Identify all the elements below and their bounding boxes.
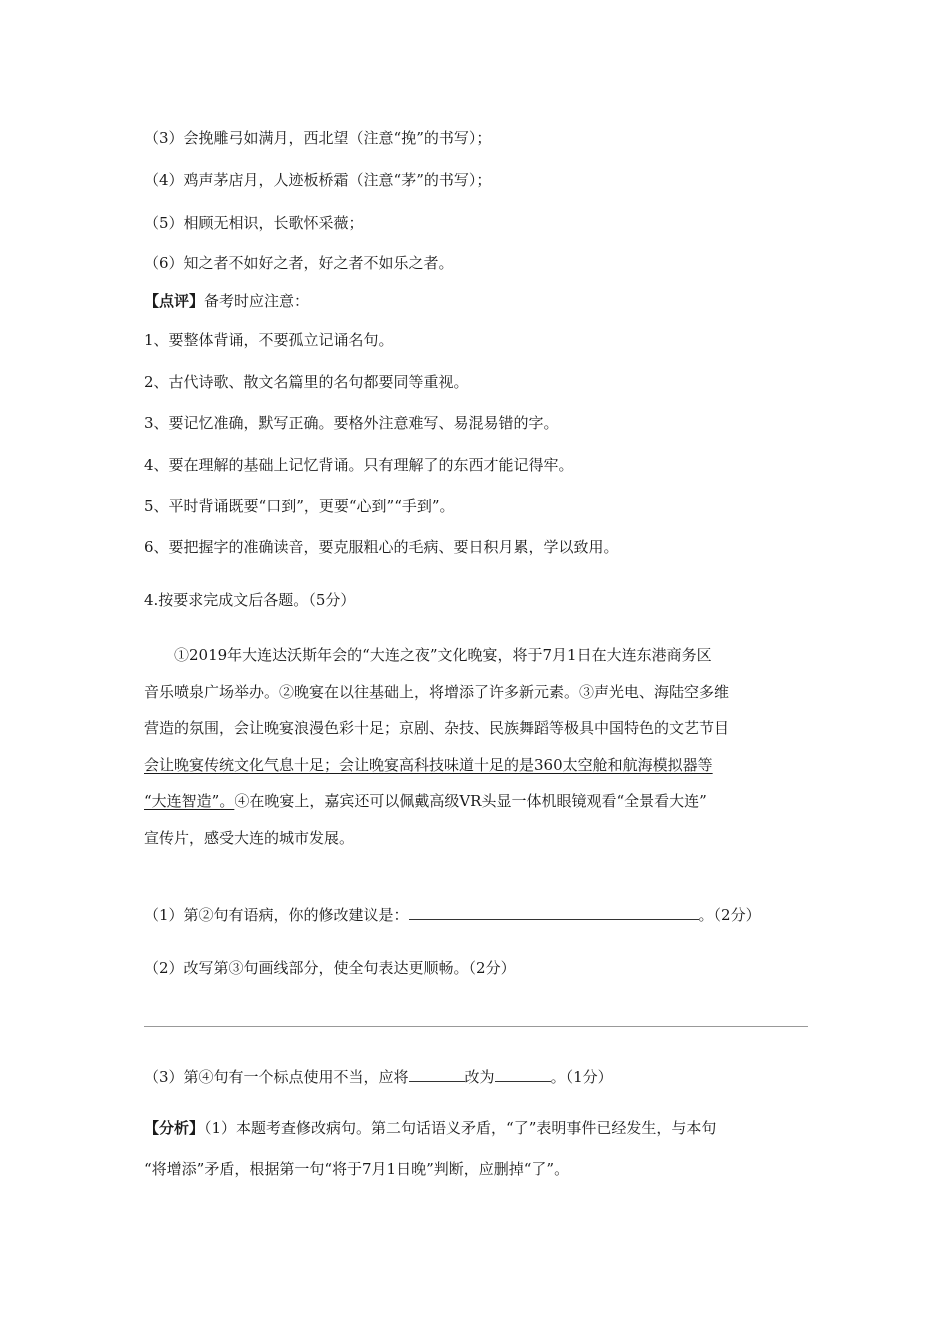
passage-line-2: 音乐喷泉广场举办。②晚宴在以往基础上，将增添了许多新元素。③声光电、海陆空多维 [144, 682, 730, 701]
sub-question-3 [144, 1065, 613, 1087]
passage-line-5-rest: ④在晚宴上，嘉宾还可以佩戴高级VR头显一体机眼镜观看“全景看大连” [234, 792, 707, 810]
answer-line-5: （5）相顾无相识，长歌怀采薇； [144, 214, 364, 232]
answer-line-4: （4）鸡声茅店月，人迹板桥霜（注意“茅”的书写）； [144, 171, 492, 189]
answer-blank-3[interactable] [495, 1065, 551, 1082]
comment-text: 备考时应注意： [204, 292, 310, 310]
sub-question-3-part-a: （3）第④句有一个标点使用不当，应将 [144, 1068, 409, 1086]
analysis-line-1 [144, 1118, 716, 1138]
sub-question-1-prefix: （1）第②句有语病，你的修改建议是： [144, 906, 409, 924]
answer-blank-2[interactable] [409, 1065, 465, 1082]
sub-question-1 [144, 903, 761, 925]
question-title: 4.按要求完成文后各题。（5分） [144, 591, 356, 609]
sub-question-1-suffix: 。（2分） [698, 906, 761, 924]
comment-item-5: 5、平时背诵既要“口到”，更要“心到”“手到”。 [144, 497, 455, 515]
comment-label: 【点评】 [144, 292, 205, 310]
sub-question-3-part-c: 。（1分） [550, 1068, 613, 1086]
analysis-line-2: “将增添”矛盾，根据第一句“将于7月1日晚”判断，应删掉“了”。 [144, 1160, 570, 1178]
comment-item-1: 1、要整体背诵，不要孤立记诵名句。 [144, 331, 394, 349]
comment-item-2: 2、古代诗歌、散文名篇里的名句都要同等重视。 [144, 373, 469, 391]
passage-line-3: 营造的氛围，会让晚宴浪漫色彩十足；京剧、杂技、民族舞蹈等极具中国特色的文艺节目 [144, 719, 730, 737]
sub-question-3-part-b: 改为 [464, 1068, 495, 1086]
comment-item-3: 3、要记忆准确，默写正确。要格外注意难写、易混易错的字。 [144, 414, 559, 432]
comment-item-4: 4、要在理解的基础上记忆背诵。只有理解了的东西才能记得牢。 [144, 456, 574, 474]
analysis-label: 【分析】 [144, 1119, 205, 1137]
question-passage [144, 645, 808, 864]
comment-item-6: 6、要把握字的准确读音，要克服粗心的毛病、要日积月累，学以致用。 [144, 538, 619, 556]
sub-question-2: （2）改写第③句画线部分，使全句表达更顺畅。（2分） [144, 959, 516, 977]
comment-heading [144, 291, 309, 311]
answer-line-6: （6）知之者不如好之者，好之者不如乐之者。 [144, 254, 454, 272]
answer-line-rule[interactable] [144, 1026, 808, 1027]
passage-underlined-text: “大连智造”。 [144, 792, 235, 810]
passage-line-6: 宣传片，感受大连的城市发展。 [144, 828, 355, 847]
passage-line-4-underlined: 会让晚宴传统文化气息十足；会让晚宴高科技味道十足的是360太空舱和航海模拟器等 [144, 755, 713, 774]
answer-blank-1[interactable] [409, 903, 699, 920]
passage-line-5 [144, 791, 808, 828]
passage-line-1: ①2019年大连达沃斯年会的“大连之夜”文化晚宴，将于7月1日在大连东港商务区 [174, 646, 712, 664]
answer-line-3: （3）会挽雕弓如满月，西北望（注意“挽”的书写）； [144, 129, 492, 147]
analysis-text-1: （1）本题考查修改病句。第二句话语义矛盾，“了”表明事件已经发生，与本句 [204, 1119, 717, 1137]
